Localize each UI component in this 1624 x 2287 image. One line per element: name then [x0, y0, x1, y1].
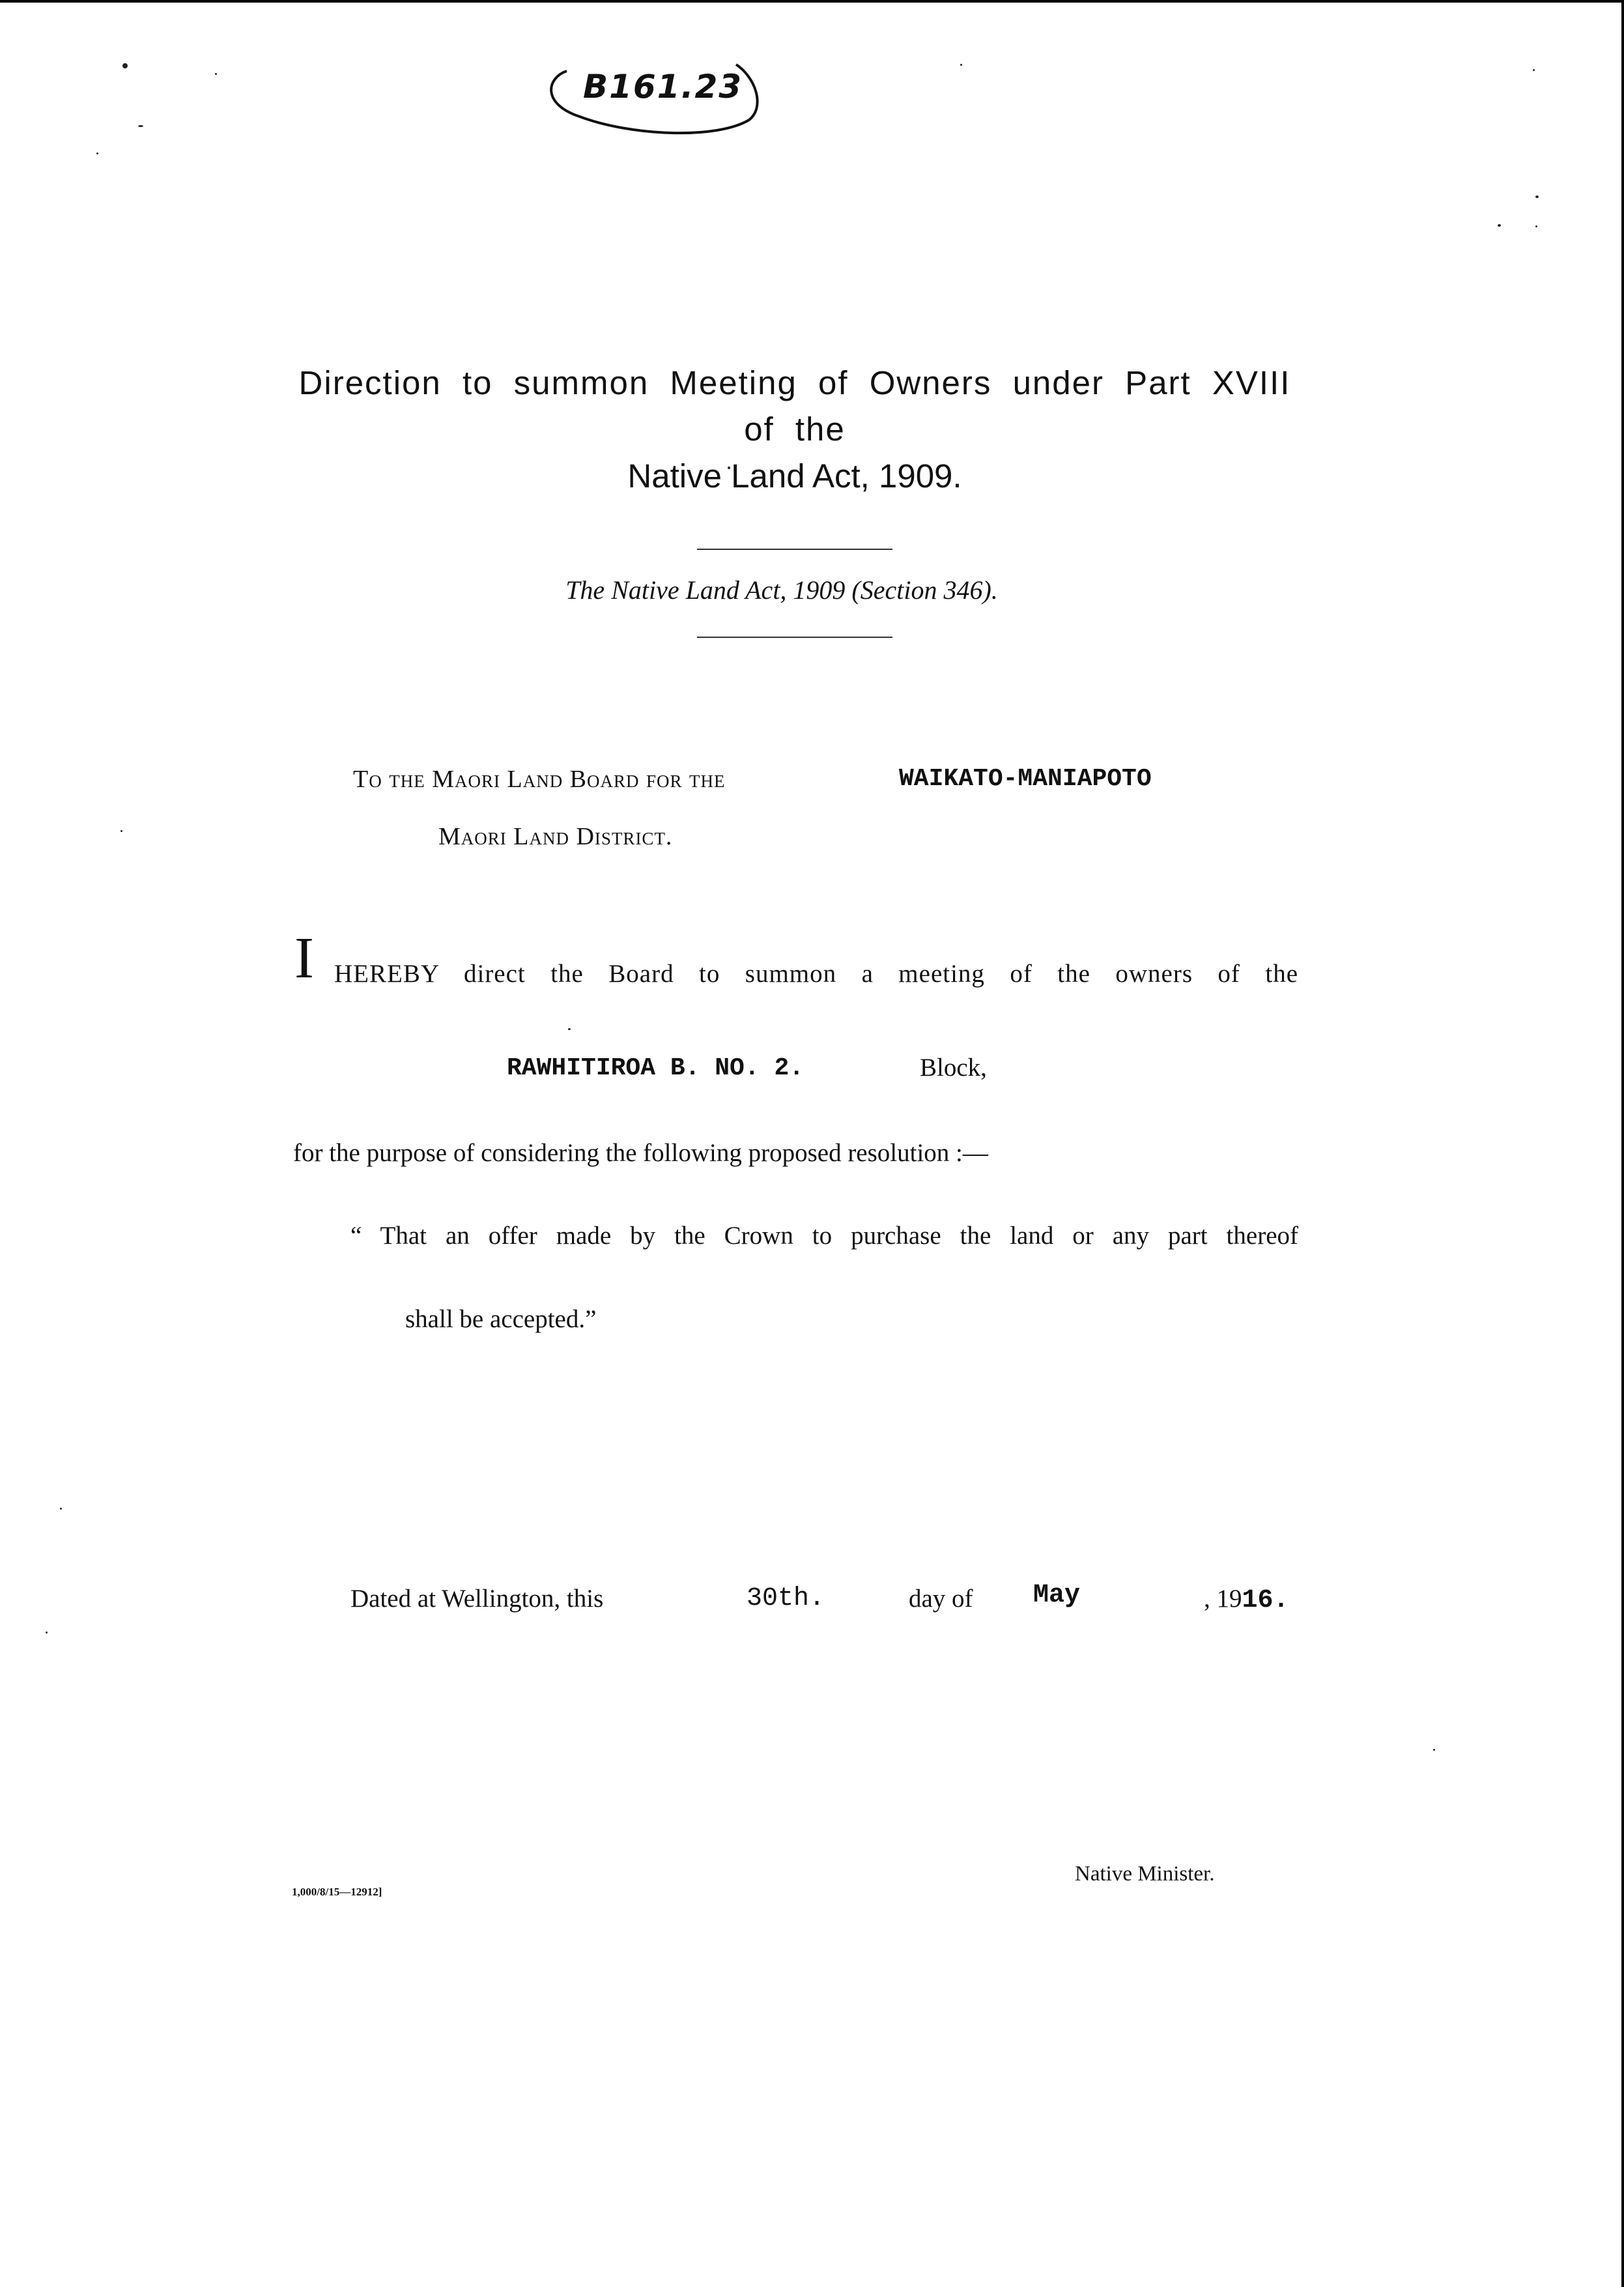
scan-speck	[1533, 69, 1535, 71]
purpose-text: for the purpose of considering the following proposed resolution :—	[293, 1139, 988, 1167]
scan-speck	[96, 152, 98, 154]
signatory-title: Native Minister.	[1075, 1862, 1215, 1886]
resolution-line-1: “ That an offer made by the Crown to purchase the land or any part thereof	[350, 1222, 1298, 1250]
resolution-line-2: shall be accepted.”	[405, 1305, 597, 1333]
scan-speck	[960, 64, 962, 66]
dated-year-suffix: 16.	[1242, 1586, 1289, 1615]
dated-month: May	[1033, 1581, 1081, 1610]
direction-text: HEREBY direct the Board to summon a meeting of the owners of the	[334, 960, 1298, 988]
scan-speck	[568, 1028, 571, 1030]
scan-speck	[46, 1632, 48, 1633]
district-name: WAIKATO-MANIAPOTO	[899, 765, 1152, 793]
dated-day-of: day of	[909, 1585, 973, 1613]
reference-number-annotation	[541, 58, 765, 143]
scan-speck	[138, 125, 143, 127]
reference-number: B161.23	[583, 68, 743, 106]
scan-speck	[215, 73, 217, 75]
scan-speck	[121, 830, 122, 832]
scan-speck	[1535, 225, 1537, 227]
scan-speck	[122, 63, 128, 68]
addressee-line-1: To the Maori Land Board for the	[353, 766, 726, 793]
block-name: RAWHITIROA B. NO. 2.	[507, 1054, 805, 1082]
scan-speck	[1433, 1749, 1435, 1751]
scan-speck	[1535, 195, 1539, 198]
print-code: 1,000/8/15—12912]	[292, 1886, 382, 1898]
addressee-line-2: Maori Land District.	[438, 823, 673, 850]
title-line-2: Native Land Act, 1909.	[627, 457, 962, 495]
scan-speck	[60, 1508, 62, 1510]
act-reference: The Native Land Act, 1909 (Section 346).	[565, 575, 998, 605]
dated-prefix: Dated at Wellington, this	[350, 1585, 604, 1613]
document-title	[287, 360, 1303, 499]
dated-year	[1204, 1584, 1289, 1615]
scan-speck	[1498, 224, 1501, 227]
divider-top	[697, 549, 892, 550]
title-line-1: Direction to summon Meeting of Owners under Part XVIII of the	[298, 364, 1291, 448]
dated-day: 30th.	[747, 1584, 825, 1613]
dated-year-prefix: , 19	[1204, 1585, 1242, 1613]
drop-cap: I	[294, 926, 314, 990]
divider-bottom	[697, 637, 892, 638]
block-suffix: Block,	[920, 1054, 987, 1082]
